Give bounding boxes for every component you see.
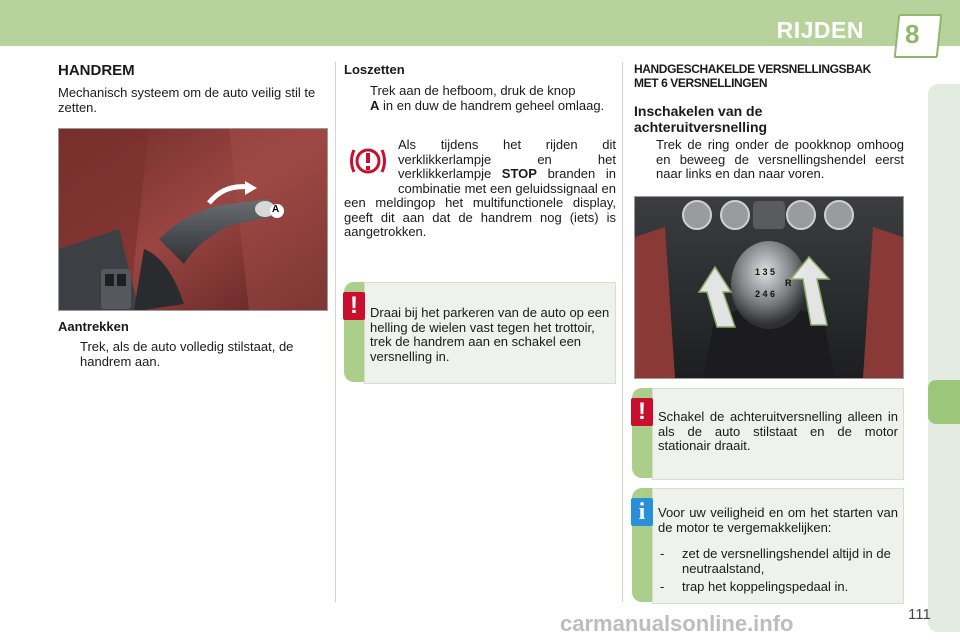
page-title: RIJDEN [776, 17, 864, 43]
page-number: 111 [908, 606, 931, 623]
gearbox-heading-line2: MET 6 VERSNELLINGEN [634, 76, 768, 90]
info-icon: i [631, 498, 653, 526]
loszetten-line2: in en duw de handrem geheel omlaag. [379, 97, 605, 113]
list-item [658, 580, 898, 595]
icon-spacer [344, 138, 398, 194]
loszetten-line1: Trek aan de hefboom, druk de knop [370, 83, 576, 98]
intro-text: Mechanisch systeem om de auto veilig stil te zetten. [58, 85, 316, 115]
stop-label: STOP [501, 166, 537, 181]
column-divider [335, 62, 336, 602]
warning-lamp-text-2: branden in combinatie met een geluidssignaal en een meldingop het multifunctionele display, geeft dit aan dat de handrem nog (iets) is aangetrokken. [344, 166, 616, 239]
warning-lamp-text-1: Als tijdens het rijden dit verklikkerlampje en het verklikkerlampje [398, 137, 616, 181]
safety-info-text: Voor uw veiligheid en om het starten van de motor te vergemakkelijken: [658, 505, 898, 535]
gearshift-illustration [635, 197, 903, 378]
button-a-label: A [370, 97, 380, 113]
reverse-heading-line2: achteruitversnelling [634, 119, 768, 135]
reverse-warning-text: Schakel de achteruitversnelling alleen in als de auto stilstaat en de motor stationair draait. [658, 409, 898, 453]
gearbox-heading-line1: HANDGESCHAKELDE VERSNELLINGSBAK [634, 62, 871, 76]
loszetten-text [370, 84, 618, 113]
sub-heading-reverse [634, 103, 767, 135]
callout-label-a: A [272, 204, 280, 215]
handbrake-photo [58, 128, 328, 311]
chapter-tab[interactable] [928, 380, 960, 424]
warning-lamp-text [344, 138, 616, 240]
list-dash: - [660, 579, 665, 594]
safety-info-list [658, 547, 898, 595]
reverse-instruction-text: Trek de ring onder de pookknop omhoog en beweeg de versnellingshendel eerst naar links en dan naar voren. [656, 137, 904, 181]
column-divider [622, 62, 623, 602]
knob-pattern-top: 1 3 5 [755, 267, 776, 277]
sub-heading-aantrekken: Aantrekken [58, 319, 129, 334]
list-item-text: trap het koppelingspedaal in. [682, 579, 849, 594]
chapter-number: 8 [905, 19, 920, 49]
section-heading-handrem: HANDREM [58, 62, 135, 79]
aantrekken-text: Trek, als de auto volledig stilstaat, de handrem aan. [80, 339, 294, 369]
reverse-heading-line1: Inschakelen van de [634, 103, 763, 119]
warning-icon: ! [631, 398, 653, 426]
watermark: carmanualsonline.info [560, 611, 794, 636]
sidebar-strip [928, 84, 960, 632]
list-dash: - [660, 546, 665, 561]
section-heading-gearbox [634, 62, 871, 90]
knob-reverse-label: R [785, 278, 792, 288]
list-item-text: zet de versnellingshendel altijd in de neutraalstand, [682, 546, 891, 576]
list-item [658, 547, 898, 576]
warning-icon: ! [343, 292, 365, 320]
sub-heading-loszetten: Loszetten [344, 62, 405, 77]
knob-pattern-bottom: 2 4 6 [755, 289, 776, 299]
parking-note-text: Draai bij het parkeren van de auto op een helling de wielen vast tegen het trottoir, trek de handrem aan en schakel een versnelling in. [370, 305, 610, 364]
gearshift-photo [634, 196, 904, 379]
handbrake-illustration [59, 129, 327, 310]
